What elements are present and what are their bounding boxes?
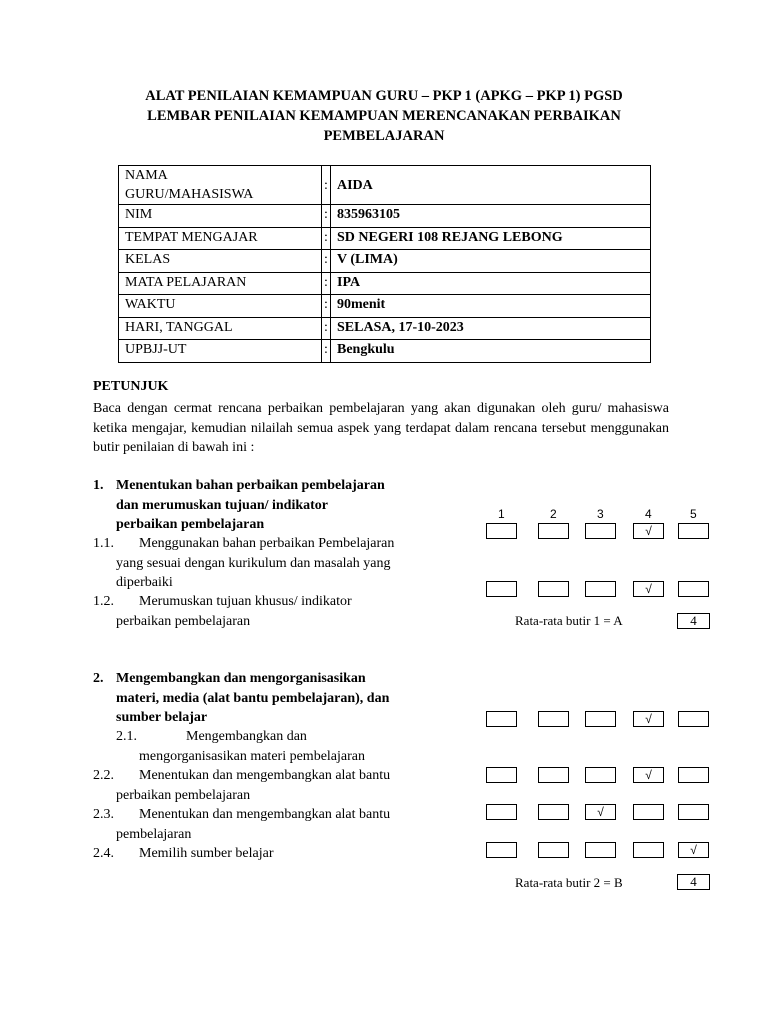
rating-box[interactable] (538, 711, 569, 727)
petunjuk-text: Baca dengan cermat rencana perbaikan pembelajaran yang akan digunakan oleh guru/ mahasiswa ketika mengajar, kemudian nilailah semua aspek yang terdapat dalam rencana tersebut menggunakan butir penilaian di bawah ini : (93, 401, 669, 455)
rating-box[interactable] (486, 804, 517, 820)
identity-table (118, 165, 651, 363)
rating-box[interactable] (633, 842, 664, 858)
title-line-2: LEMBAR PENILAIAN KEMAMPUAN MERENCANAKAN PERBAIKAN (147, 108, 621, 124)
title-line-3: PEMBELAJARAN (323, 128, 445, 144)
value-upbjj: Bengkulu (331, 340, 651, 363)
scale-number-5: 5 (690, 507, 697, 521)
rating-box[interactable] (633, 804, 664, 820)
item-1-2: 1.2. Merumuskan tujuan khusus/ indikator perbaikan pembelajaran (93, 594, 352, 629)
rating-box[interactable] (538, 842, 569, 858)
rating-box[interactable] (678, 767, 709, 783)
rating-box[interactable] (538, 581, 569, 597)
rating-box[interactable] (486, 711, 517, 727)
value-nama: AIDA (331, 166, 651, 205)
label-mata-pelajaran: MATA PELAJARAN (119, 272, 322, 295)
average-label-2: Rata-rata butir 2 = B (515, 875, 623, 890)
table-row: HARI, TANGGAL : SELASA, 17-10-2023 (119, 317, 651, 340)
rating-box[interactable] (486, 581, 517, 597)
rating-box[interactable] (486, 767, 517, 783)
label-nim: NIM (119, 205, 322, 228)
rating-box[interactable] (585, 842, 616, 858)
average-value-2: 4 (677, 874, 710, 890)
scale-number-3: 3 (597, 507, 604, 521)
rating-box-checked[interactable]: √ (678, 842, 709, 858)
label-upbjj: UPBJJ-UT (119, 340, 322, 363)
label-nama: NAMA GURU/MAHASISWA (119, 166, 322, 205)
rating-box-checked[interactable]: √ (633, 711, 664, 727)
value-hari-tanggal: SELASA, 17-10-2023 (331, 317, 651, 340)
average-value-1: 4 (677, 613, 710, 629)
petunjuk-heading: PETUNJUK (93, 379, 169, 394)
document-title (90, 86, 678, 146)
value-mata-pelajaran: IPA (331, 272, 651, 295)
item-1-1: 1.1. Menggunakan bahan perbaikan Pembelajaran yang sesuai dengan kurikulum dan masalah yang diperbaiki (93, 536, 395, 590)
rating-box[interactable] (585, 711, 616, 727)
title-line-1: ALAT PENILAIAN KEMAMPUAN GURU – PKP 1 (APKG – PKP 1) PGSD (145, 88, 623, 104)
table-row: UPBJJ-UT : Bengkulu (119, 340, 651, 363)
table-row: KELAS : V (LIMA) (119, 250, 651, 273)
label-hari-tanggal: HARI, TANGGAL (119, 317, 322, 340)
item-2-4: 2.4. Memilih sumber belajar (93, 846, 274, 861)
rating-box[interactable] (585, 767, 616, 783)
rating-box-checked[interactable]: √ (633, 581, 664, 597)
average-label-1: Rata-rata butir 1 = A (515, 613, 623, 628)
rating-box[interactable] (486, 842, 517, 858)
label-kelas: KELAS (119, 250, 322, 273)
value-waktu: 90menit (331, 295, 651, 318)
rating-box[interactable] (585, 581, 616, 597)
rating-box[interactable] (678, 581, 709, 597)
table-row: WAKTU : 90menit (119, 295, 651, 318)
label-tempat-mengajar: TEMPAT MENGAJAR (119, 227, 322, 250)
table-row: TEMPAT MENGAJAR : SD NEGERI 108 REJANG LEBONG (119, 227, 651, 250)
rating-box-checked[interactable]: √ (633, 523, 664, 539)
label-waktu: WAKTU (119, 295, 322, 318)
scale-number-1: 1 (498, 507, 505, 521)
rating-box[interactable] (678, 804, 709, 820)
rating-box[interactable] (678, 711, 709, 727)
rating-box[interactable] (538, 523, 569, 539)
table-row: NIM : 835963105 (119, 205, 651, 228)
item-2-2: 2.2. Menentukan dan mengembangkan alat bantu perbaikan pembelajaran (93, 768, 391, 803)
item-2-3: 2.3. Menentukan dan mengembangkan alat bantu pembelajaran (93, 807, 391, 842)
scale-number-2: 2 (550, 507, 557, 521)
rating-box[interactable] (585, 523, 616, 539)
rating-box-checked[interactable]: √ (585, 804, 616, 820)
rating-box[interactable] (678, 523, 709, 539)
value-kelas: V (LIMA) (331, 250, 651, 273)
value-tempat-mengajar: SD NEGERI 108 REJANG LEBONG (331, 227, 651, 250)
rating-box-checked[interactable]: √ (633, 767, 664, 783)
item-2-1: 2.1. Mengembangkan dan mengorganisasikan materi pembelajaran (116, 729, 365, 764)
rating-box[interactable] (538, 767, 569, 783)
table-row: MATA PELAJARAN : IPA (119, 272, 651, 295)
table-row: NAMA GURU/MAHASISWA : AIDA (119, 166, 651, 205)
scale-number-4: 4 (645, 507, 652, 521)
rating-box[interactable] (486, 523, 517, 539)
rating-box[interactable] (538, 804, 569, 820)
value-nim: 835963105 (331, 205, 651, 228)
